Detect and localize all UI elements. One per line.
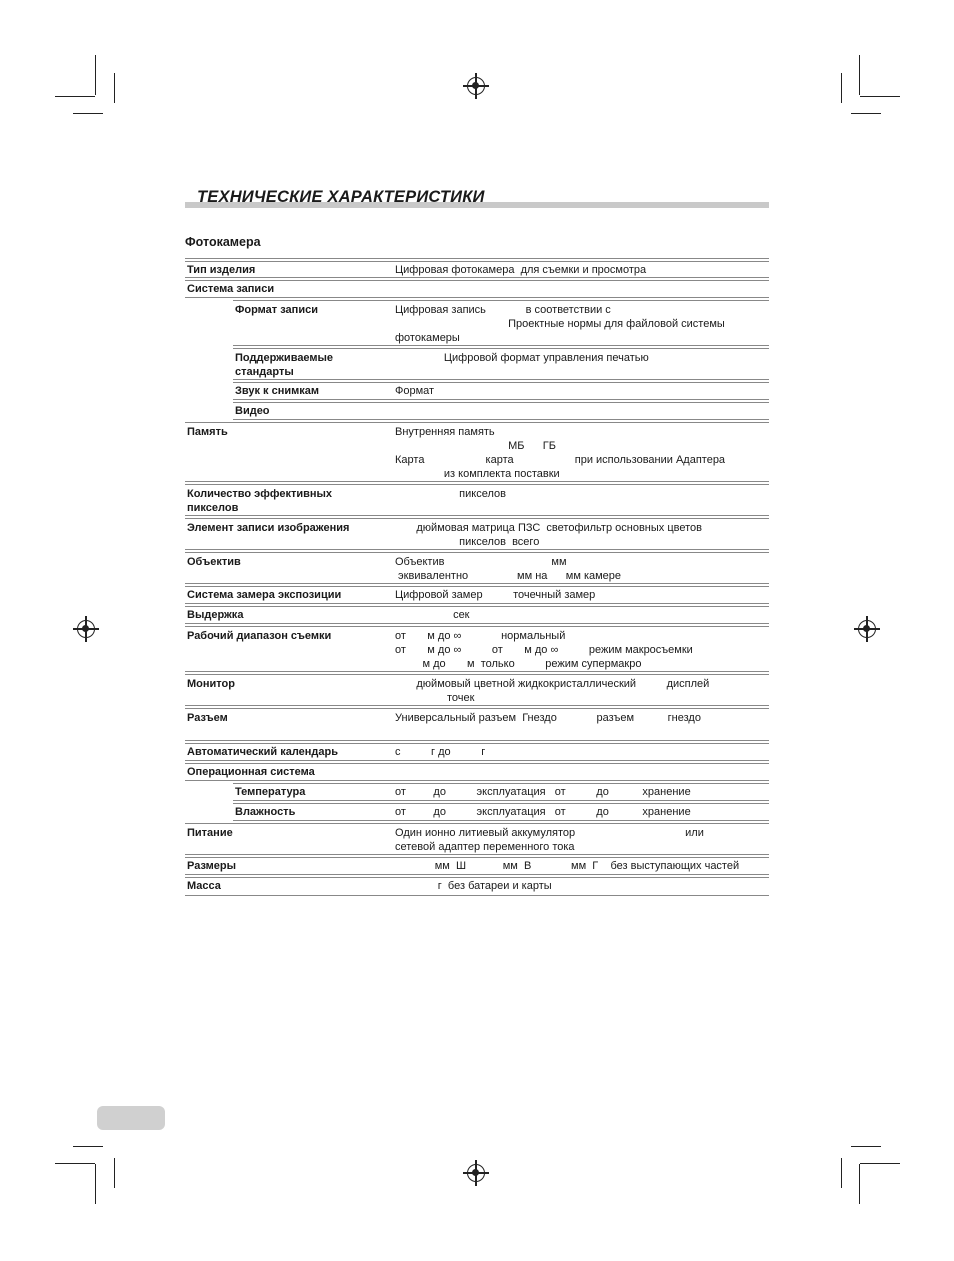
table-row [185,672,769,706]
crop-mark [114,73,115,103]
table-row [185,875,769,896]
spec-label: Масса [187,880,221,892]
spec-value: Цифровой формат управления печатью [395,352,649,364]
crop-mark [851,113,881,114]
spec-label: Тип изделия [187,264,256,276]
crop-mark [73,113,103,114]
spec-label: Формат записи [235,304,318,316]
spec-value: Формат [395,385,435,397]
spec-label: Элемент записи изображения [187,522,350,534]
crop-mark [851,1146,881,1147]
spec-value: сек [395,609,470,621]
spec-value: дюймовый цветной жидкокристаллический дисплей точек [416,678,710,704]
crop-mark [114,1158,115,1188]
crop-mark [860,1163,900,1164]
spec-label: Влажность [235,806,296,818]
table-row [185,741,769,761]
table-row [185,482,769,516]
spec-label: Количество эффективных пикселов [187,488,333,514]
spec-value: Цифровая запись в соответствии с Проектные нормы для файловой системы фотокамеры [395,304,725,344]
spec-label: Температура [235,786,306,798]
spec-label: Система замера экспозиции [187,589,342,601]
table-row [185,550,769,584]
spec-label: Звук к снимкам [235,385,320,397]
spec-label: Видео [235,405,270,417]
table-row [185,761,769,781]
registration-mark-icon [467,1164,485,1182]
specification-table [185,258,769,896]
spec-value: от м до ∞ нормальный от м до ∞ от м до ∞ режим макросъемки м до м только режим супермакро [395,630,693,670]
spec-label: Автоматический календарь [187,746,339,758]
spec-value: пикселов [395,488,506,500]
section-title: Фотокамера [185,235,261,249]
registration-mark-icon [467,77,485,95]
spec-label: Размеры [187,860,237,872]
crop-mark [860,96,900,97]
crop-mark [859,1164,860,1204]
crop-mark [55,1163,95,1164]
table-row [185,420,769,482]
spec-value: Цифровая фотокамера для съемки и просмотра [395,264,647,276]
spec-label: Питание [187,827,233,839]
spec-value: Объектив мм эквивалентно мм на мм камере [395,556,622,582]
table-row [185,584,769,604]
table-row [233,400,769,420]
table-row [233,801,769,821]
crop-mark [55,96,95,97]
spec-value: от до эксплуатация от до хранение [395,806,691,818]
registration-mark-icon [858,620,876,638]
table-row [185,706,769,741]
registration-mark-icon [77,620,95,638]
spec-value: Цифровой замер точечный замер [395,589,596,601]
spec-label: Монитор [187,678,235,690]
crop-mark [95,1164,96,1204]
page-number-tab [97,1106,165,1130]
spec-label: Разъем [187,712,228,724]
spec-label: Память [187,426,228,438]
spec-value: Универсальный разъем Гнездо разъем гнездо [395,712,701,724]
spec-label: Операционная система [187,766,315,778]
spec-value: дюймовая матрица ПЗС светофильтр основных цветов пикселов всего [416,522,702,548]
table-row [233,346,769,380]
spec-value: Один ионно литиевый аккумулятор или сетевой адаптер переменного тока [395,827,704,853]
spec-value: Внутренняя память МБ ГБ Карта карта при использовании Адаптера из комплекта поставки [395,426,726,480]
table-row [185,258,769,278]
table-row [233,298,769,346]
crop-mark [95,55,96,95]
spec-label: Рабочий диапазон съемки [187,630,332,642]
spec-value: с г до г [395,746,486,758]
page-title: ТЕХНИЧЕСКИЕ ХАРАКТЕРИСТИКИ [197,188,485,206]
table-row [185,278,769,298]
spec-label: Поддерживаемые стандарты [235,352,334,378]
table-row [233,380,769,400]
spec-value: г без батареи и карты [395,880,552,892]
spec-label: Объектив [187,556,241,568]
spec-value: мм Ш мм В мм Г без выступающих частей [395,860,740,872]
crop-mark [841,73,842,103]
table-row [185,821,769,855]
spec-label: Система записи [187,283,275,295]
table-row [233,781,769,801]
spec-label: Выдержка [187,609,244,621]
table-row [185,855,769,875]
crop-mark [859,55,860,95]
table-row [185,604,769,624]
table-row [185,516,769,550]
spec-value: от до эксплуатация от до хранение [395,786,691,798]
crop-mark [841,1158,842,1188]
table-row [185,624,769,672]
crop-mark [73,1146,103,1147]
